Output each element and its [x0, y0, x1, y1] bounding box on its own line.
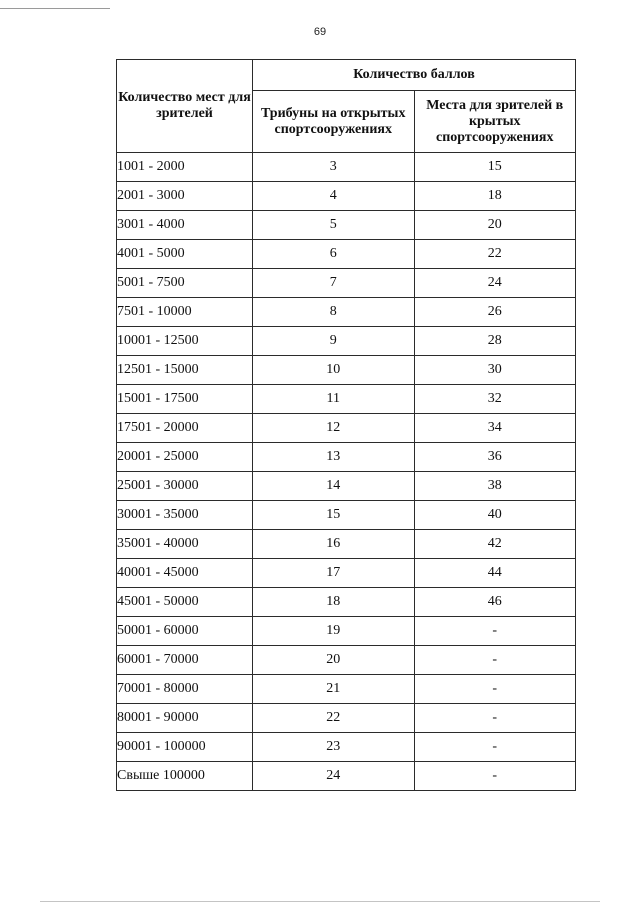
- cell-seat-range: 5001 - 7500: [117, 269, 253, 298]
- cell-outdoor-points: 13: [253, 443, 415, 472]
- cell-seat-range: 20001 - 25000: [117, 443, 253, 472]
- cell-indoor-points: 38: [414, 472, 576, 501]
- cell-outdoor-points: 3: [253, 153, 415, 182]
- table-header: [117, 60, 576, 153]
- cell-seat-range: 40001 - 45000: [117, 559, 253, 588]
- cell-indoor-points: -: [414, 617, 576, 646]
- cell-seat-range: 10001 - 12500: [117, 327, 253, 356]
- table-row: [117, 327, 576, 356]
- cell-outdoor-points: 23: [253, 733, 415, 762]
- cell-indoor-points: 22: [414, 240, 576, 269]
- cell-indoor-points: -: [414, 675, 576, 704]
- cell-indoor-points: 32: [414, 385, 576, 414]
- cell-indoor-points: -: [414, 733, 576, 762]
- cell-outdoor-points: 5: [253, 211, 415, 240]
- header-outdoor: Трибуны на открытых спортсооружениях: [253, 91, 415, 153]
- table-row: [117, 153, 576, 182]
- cell-outdoor-points: 17: [253, 559, 415, 588]
- header-row-top: [117, 60, 576, 91]
- cell-indoor-points: 46: [414, 588, 576, 617]
- score-table: [116, 59, 576, 791]
- table-row: [117, 269, 576, 298]
- cell-indoor-points: -: [414, 646, 576, 675]
- cell-outdoor-points: 19: [253, 617, 415, 646]
- cell-outdoor-points: 10: [253, 356, 415, 385]
- table-row: [117, 530, 576, 559]
- cell-seat-range: 1001 - 2000: [117, 153, 253, 182]
- cell-seat-range: 35001 - 40000: [117, 530, 253, 559]
- cell-indoor-points: 26: [414, 298, 576, 327]
- cell-indoor-points: 44: [414, 559, 576, 588]
- cell-indoor-points: 42: [414, 530, 576, 559]
- cell-seat-range: 70001 - 80000: [117, 675, 253, 704]
- cell-seat-range: Свыше 100000: [117, 762, 253, 791]
- cell-outdoor-points: 6: [253, 240, 415, 269]
- table-row: [117, 182, 576, 211]
- table-row: [117, 385, 576, 414]
- cell-outdoor-points: 22: [253, 704, 415, 733]
- scan-edge-line-bottom: [40, 901, 600, 902]
- cell-indoor-points: -: [414, 704, 576, 733]
- cell-indoor-points: 20: [414, 211, 576, 240]
- cell-seat-range: 4001 - 5000: [117, 240, 253, 269]
- table-row: [117, 298, 576, 327]
- cell-seat-range: 60001 - 70000: [117, 646, 253, 675]
- cell-indoor-points: 36: [414, 443, 576, 472]
- cell-outdoor-points: 18: [253, 588, 415, 617]
- table-row: [117, 588, 576, 617]
- header-indoor: Места для зрителей в крытых спортсооружениях: [414, 91, 576, 153]
- cell-indoor-points: 28: [414, 327, 576, 356]
- cell-outdoor-points: 9: [253, 327, 415, 356]
- table-row: [117, 501, 576, 530]
- cell-seat-range: 50001 - 60000: [117, 617, 253, 646]
- cell-outdoor-points: 15: [253, 501, 415, 530]
- cell-seat-range: 7501 - 10000: [117, 298, 253, 327]
- table-row: [117, 733, 576, 762]
- table-row: [117, 617, 576, 646]
- cell-outdoor-points: 14: [253, 472, 415, 501]
- table-row: [117, 240, 576, 269]
- cell-seat-range: 80001 - 90000: [117, 704, 253, 733]
- table-row: [117, 704, 576, 733]
- cell-indoor-points: 30: [414, 356, 576, 385]
- header-points: Количество баллов: [253, 60, 576, 91]
- cell-seat-range: 2001 - 3000: [117, 182, 253, 211]
- table-row: [117, 646, 576, 675]
- header-seats: Количество мест для зрителей: [117, 60, 253, 153]
- page-number: 69: [313, 26, 327, 38]
- cell-outdoor-points: 8: [253, 298, 415, 327]
- cell-outdoor-points: 7: [253, 269, 415, 298]
- table-row: [117, 472, 576, 501]
- cell-indoor-points: 40: [414, 501, 576, 530]
- cell-seat-range: 25001 - 30000: [117, 472, 253, 501]
- cell-seat-range: 15001 - 17500: [117, 385, 253, 414]
- cell-outdoor-points: 16: [253, 530, 415, 559]
- table-row: [117, 443, 576, 472]
- cell-indoor-points: 18: [414, 182, 576, 211]
- table-row: [117, 559, 576, 588]
- cell-seat-range: 30001 - 35000: [117, 501, 253, 530]
- cell-outdoor-points: 12: [253, 414, 415, 443]
- cell-seat-range: 45001 - 50000: [117, 588, 253, 617]
- cell-seat-range: 90001 - 100000: [117, 733, 253, 762]
- cell-outdoor-points: 24: [253, 762, 415, 791]
- table-row: [117, 675, 576, 704]
- cell-seat-range: 17501 - 20000: [117, 414, 253, 443]
- table-row: [117, 356, 576, 385]
- table-body: [117, 153, 576, 791]
- cell-outdoor-points: 21: [253, 675, 415, 704]
- cell-outdoor-points: 20: [253, 646, 415, 675]
- cell-indoor-points: 34: [414, 414, 576, 443]
- cell-indoor-points: 15: [414, 153, 576, 182]
- cell-outdoor-points: 11: [253, 385, 415, 414]
- table-row: [117, 414, 576, 443]
- cell-outdoor-points: 4: [253, 182, 415, 211]
- cell-seat-range: 3001 - 4000: [117, 211, 253, 240]
- table-row: [117, 762, 576, 791]
- cell-indoor-points: -: [414, 762, 576, 791]
- scan-edge-line-top: [0, 8, 110, 9]
- cell-indoor-points: 24: [414, 269, 576, 298]
- cell-seat-range: 12501 - 15000: [117, 356, 253, 385]
- table-row: [117, 211, 576, 240]
